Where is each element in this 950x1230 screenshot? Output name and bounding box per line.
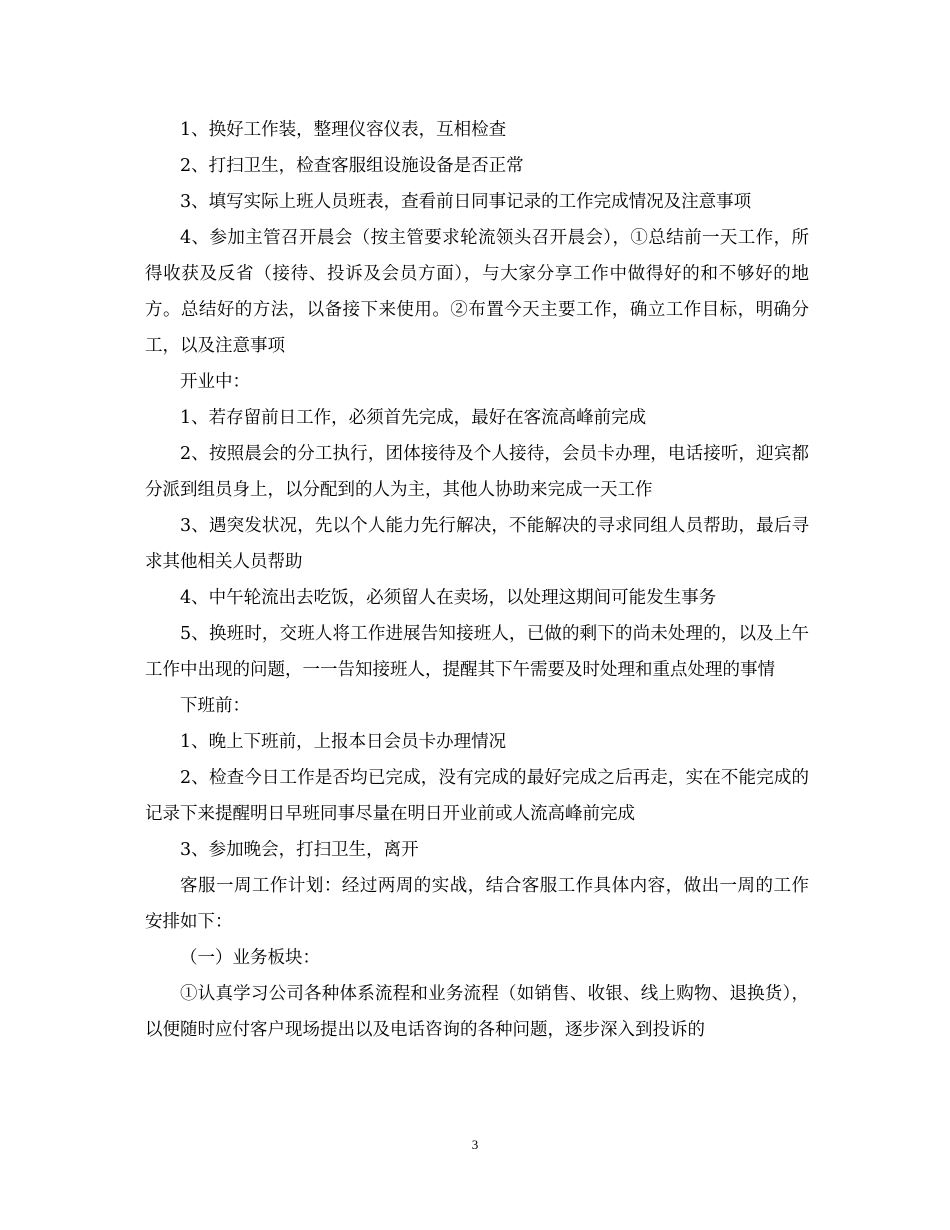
paragraph: 4、中午轮流出去吃饭，必须留人在卖场，以处理这期间可能发生事务 xyxy=(180,588,717,608)
paragraph: 3、参加晚会，打扫卫生，离开 xyxy=(180,840,419,860)
page-number: 3 xyxy=(471,1137,479,1152)
paragraph: 1、换好工作装，整理仪容仪表，互相检查 xyxy=(180,120,507,140)
paragraph: 客服一周工作计划：经过两周的实战，结合客服工作具体内容，做出一周的工作安排如下： xyxy=(145,876,809,932)
paragraph: 2、按照晨会的分工执行，团体接待及个人接待，会员卡办理，电话接听，迎宾都分派到组员身上，以分配到的人为主，其他人协助来完成一天工作 xyxy=(145,444,809,500)
paragraph: 2、检查今日工作是否均已完成，没有完成的最好完成之后再走，实在不能完成的记录下来提醒明日早班同事尽量在明日开业前或人流高峰前完成 xyxy=(145,768,809,824)
paragraph: 1、若存留前日工作，必须首先完成，最好在客流高峰前完成 xyxy=(180,408,647,428)
paragraph: 3、遇突发状况，先以个人能力先行解决，不能解决的寻求同组人员帮助，最后寻求其他相关人员帮助 xyxy=(145,516,809,572)
section-heading: 下班前： xyxy=(180,696,250,716)
section-heading: 开业中： xyxy=(180,372,250,392)
paragraph: 2、打扫卫生，检查客服组设施设备是否正常 xyxy=(180,156,524,176)
paragraph: 1、晚上下班前，上报本日会员卡办理情况 xyxy=(180,732,507,752)
paragraph: 5、换班时，交班人将工作进展告知接班人，已做的剩下的尚未处理的，以及上午工作中出现的问题，一一告知接班人，提醒其下午需要及时处理和重点处理的事情 xyxy=(145,624,809,680)
paragraph: ①认真学习公司各种体系流程和业务流程（如销售、收银、线上购物、退换货），以便随时应付客户现场提出以及电话咨询的各种问题，逐步深入到投诉的 xyxy=(145,984,809,1040)
document-body xyxy=(145,112,809,1048)
paragraph: 4、参加主管召开晨会（按主管要求轮流领头召开晨会），①总结前一天工作，所得收获及反省（接待、投诉及会员方面），与大家分享工作中做得好的和不够好的地方。总结好的方法，以备接下来使用。②布置今天主要工作，确立工作目标，明确分工，以及注意事项 xyxy=(145,228,809,356)
paragraph: 3、填写实际上班人员班表，查看前日同事记录的工作完成情况及注意事项 xyxy=(180,192,752,212)
section-heading: （一）业务板块： xyxy=(180,948,320,968)
